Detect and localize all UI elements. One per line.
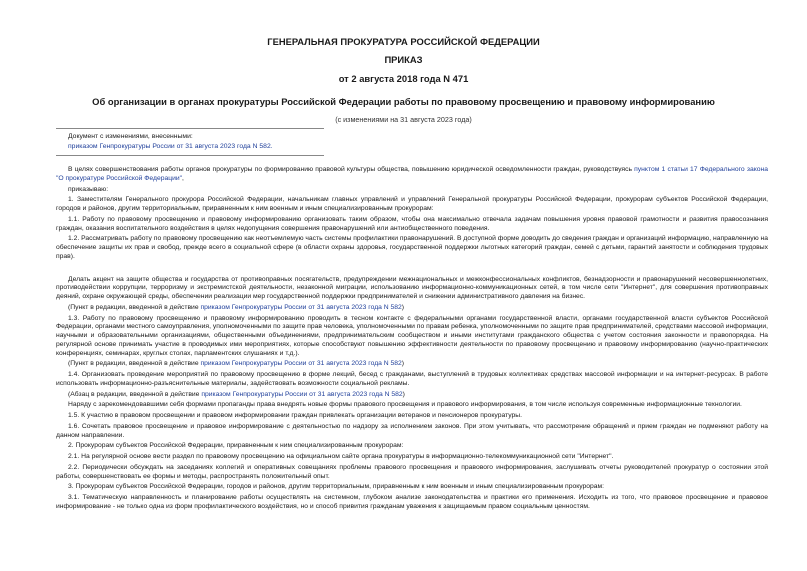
intro-paragraph bbox=[56, 166, 768, 184]
edition-note-3 bbox=[56, 391, 768, 400]
revision-note: (с изменениями на 31 августа 2023 года) bbox=[335, 115, 472, 124]
doc-type: ПРИКАЗ bbox=[384, 54, 423, 65]
paragraph-1-4b: Наряду с зарекомендовавшими себя формами пропаганды права внедрять новые формы правового просвещения и правового информирования, в том числе используя современные информационные технологии. bbox=[68, 401, 742, 409]
paragraph-1: 1. Заместителям Генерального прокурора Российской Федерации, начальникам главных управлений и управлений Генеральной прокуратуры Российской Федерации, прокурорам субъектов Российской Федерации, городов и районов, другим территориальным, приравненным к ним военным и иным специализированным прокурорам: bbox=[56, 196, 768, 212]
paragraph-3-1: 3.1. Тематическую направленность и планирование работы осуществлять на системном, глубоком анализе законодательства и практики его применения. Исходить из того, что правовое просвещение и правовое информирование - не только одна из форм профилактического воздействия, но и способ привития гражданам уважения к защищаемым правом социальным ценностям. bbox=[56, 494, 768, 510]
edition-link-1[interactable]: приказом Генпрокуратуры России от 31 августа 2023 года N 582 bbox=[200, 303, 402, 311]
paragraph-2-2: 2.2. Периодически обсуждать на заседаниях коллегий и оперативных совещаниях проблемы правового просвещения и правового информирования, заслушивать отчеты руководителей прокуратур о состоянии этой работы, совершенствовать ее формы и методы, распространять положительный опыт. bbox=[56, 463, 768, 480]
paragraph-1-4: 1.4. Организовать проведение мероприятий по правовому просвещению в форме лекций, бесед с гражданами, выступлений в трудовых коллективах средствах массовой информации и на интернет-ресурсах. В работе использовать информационно-разъяснительные материалы, задействовать возможности социальной рекламы. bbox=[56, 371, 768, 387]
edition-note-text: (Пункт в редакции, введенной в действие bbox=[68, 360, 199, 368]
paragraph-2-1: 2.1. На регулярной основе вести раздел по правовому просвещению на официальном сайте органа прокуратуры в информационно-телекоммуникационной сети "Интернет". bbox=[68, 453, 614, 460]
paragraph-2: 2. Прокурорам субъектов Российской Федерации, приравненным к ним специализированным прокурорам: bbox=[68, 442, 404, 450]
doc-date-number: от 2 августа 2018 года N 471 bbox=[338, 73, 469, 84]
paragraph-1-5: 1.5. К участию в правовом просвещении и правовом информировании граждан привлекать организации ветеранов и пенсионеров прокуратуры. bbox=[68, 412, 523, 419]
note-bottom-rule bbox=[56, 155, 324, 156]
edition-note-tail: ) bbox=[401, 360, 405, 368]
changes-label: Документ с изменениями, внесенными: bbox=[68, 133, 193, 140]
paragraph-1-1: 1.1. Работу по правовому просвещению и правовому информированию организовать таким образом, чтобы она максимально отвечала задачам повышения уровня правовой грамотности и развития правосознания граждан, оказания воспитательного воздействия в целях недопущения совершения правонарушений или антиобщественного поведения. bbox=[56, 215, 768, 232]
intro-text: В целях совершенствования работы органов прокуратуры по формированию правовой культуры общества, повышению юридической осведомленности граждан, руководствуясь bbox=[68, 166, 632, 173]
edition-note-1 bbox=[56, 304, 768, 313]
paragraph-1-2b: Делать акцент на защите общества и государства от противоправных посягательств, предупреждении межнациональных и межконфессиональных конфликтов, безнадзорности и правонарушений несовершеннолетних, противодействии коррупции, терроризму и экстремистской деятельности, незаконной миграции, использованию информационно-коммуникационных сетей, в том числе сети "Интернет", для совершения противоправных деяний, охране окружающей среды, обеспечении реализации мер государственной поддержки предпринимателей и снижении административного давления на бизнес. bbox=[56, 275, 768, 300]
note-top-rule bbox=[56, 128, 324, 129]
order-word: приказываю: bbox=[68, 185, 109, 193]
intro-tail: , bbox=[182, 174, 184, 182]
doc-title: Об организации в органах прокуратуры Российской Федерации работы по правовому просвещению и правовому информированию bbox=[92, 96, 715, 107]
changes-link[interactable]: приказом Генпрокуратуры России от 31 августа 2023 года N 582. bbox=[68, 143, 273, 150]
paragraph-1-3: 1.3. Работу по правовому просвещению и правовому информированию проводить в тесном контакте с федеральными органами государственной власти, органами государственной власти субъектов Российской Федерации, органами местного самоуправления, уполномоченными по защите прав человека, уполномоченными по правам ребенка, уполномоченными по защите прав предпринимателей, средствами массовой информации, научными и образовательными организациями, общественными объединениями, предпринимательским сообществом и иными институтами гражданского общества с учетом состояния законности и правопорядка. На регулярной основе принимать участие в проводимых ими мероприятиях, которые способствуют повышению эффективности деятельности по правовому просвещению и правовому информированию (научно-практических конференциях, семинарах, круглых столах, парламентских слушаниях и т.д.). bbox=[56, 314, 768, 357]
edition-note-text: (Абзац в редакции, введенной в действие bbox=[68, 390, 200, 398]
edition-link-2[interactable]: приказом Генпрокуратуры России от 31 августа 2023 года N 582 bbox=[200, 360, 402, 368]
edition-note-tail: ) bbox=[402, 390, 405, 398]
document-body bbox=[56, 166, 768, 514]
edition-note-2 bbox=[56, 360, 768, 369]
edition-note-tail: ) bbox=[401, 303, 405, 311]
edition-note-text: (Пункт в редакции, введенной в действие bbox=[68, 303, 199, 311]
law-link[interactable]: пунктом 1 статьи 17 Федерального закона "О прокуратуре Российской Федерации" bbox=[56, 166, 768, 182]
org-name: ГЕНЕРАЛЬНАЯ ПРОКУРАТУРА РОССИЙСКОЙ ФЕДЕРАЦИИ bbox=[267, 36, 540, 47]
paragraph-3: 3. Прокурорам субъектов Российской Федерации, городов и районов, другим территориальным, приравненным к ним военным и иным специализированным прокурорам: bbox=[68, 483, 605, 491]
paragraph-1-2: 1.2. Рассматривать работу по правовому просвещению как неотъемлемую часть системы профилактики правонарушений. В доступной форме доводить до сведения граждан и организаций информацию, направленную на обеспечение защиты их прав и свобод, прежде всего в социальной сфере (в области охраны здоровья, государственной поддержки льготных категорий граждан, семей с детьми, гарантий занятости и соблюдения трудовых прав). bbox=[56, 235, 768, 260]
edition-link-3[interactable]: приказом Генпрокуратуры России от 31 августа 2023 года N 582 bbox=[201, 390, 403, 398]
paragraph-1-6: 1.6. Сочетать правовое просвещение и правовое информирование с деятельностью по надзору за исполнением законов. При этом учитывать, что рассмотрение обращений и прием граждан не подменяют работу на данном направлении. bbox=[56, 422, 768, 439]
